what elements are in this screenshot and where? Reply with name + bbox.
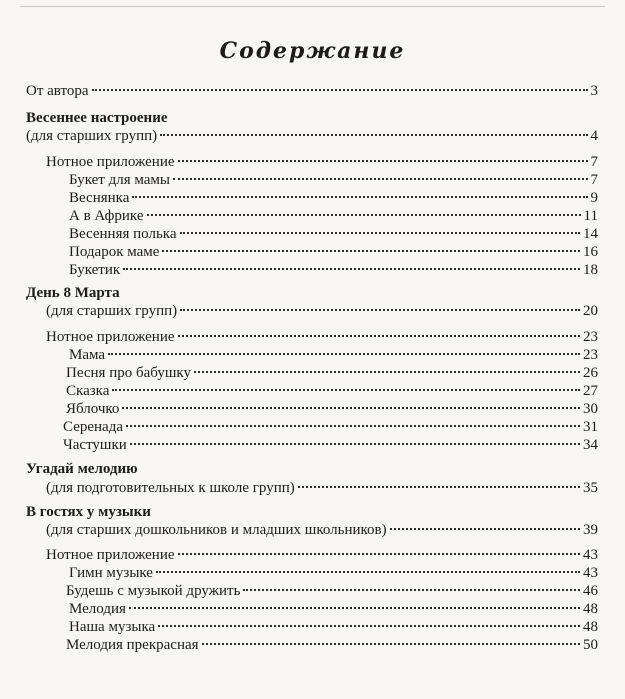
toc-entry <box>66 400 598 418</box>
toc-entry <box>69 225 598 243</box>
toc-entry <box>63 436 598 454</box>
section-heading: Весеннее настроение <box>26 110 168 126</box>
leader-dots <box>160 134 587 136</box>
toc-entry-label: Будешь с музыкой дружить <box>66 583 241 599</box>
toc-entry <box>46 521 598 539</box>
toc-entry-label: Мама <box>69 347 106 363</box>
toc-entry <box>63 418 598 436</box>
toc-entry <box>46 328 598 346</box>
toc-entry-label: Нотное приложение <box>46 154 175 170</box>
toc-entry-label: Веснянка <box>69 190 130 206</box>
toc-entry-label: Мелодия <box>69 601 126 617</box>
leader-dots <box>92 89 588 91</box>
leader-dots <box>130 443 580 445</box>
leader-dots <box>147 214 581 216</box>
toc-entry-page: 11 <box>583 208 598 224</box>
toc-entry <box>46 546 598 564</box>
toc-entry <box>69 564 598 582</box>
toc-entry-page: 43 <box>583 547 598 563</box>
toc-entry-page: 34 <box>583 437 598 453</box>
toc-entry-label: Песня про бабушку <box>66 365 191 381</box>
toc-entry-page: 26 <box>583 365 598 381</box>
toc-entry-label: Весенняя полька <box>69 226 177 242</box>
leader-dots <box>162 250 580 252</box>
toc-entry <box>69 189 598 207</box>
toc-entry-page: 46 <box>583 583 598 599</box>
section-heading: В гостях у музыки <box>26 504 151 520</box>
leader-dots <box>202 643 580 645</box>
toc-entry-label: Яблочко <box>66 401 120 417</box>
toc-entry-label: (для старших групп) <box>46 303 178 319</box>
toc-entry <box>69 261 598 279</box>
toc-entry-label: А в Африке <box>69 208 144 224</box>
toc-entry <box>46 479 598 497</box>
leader-dots <box>173 178 587 180</box>
toc-entry-page: 31 <box>583 419 598 435</box>
toc-entry <box>26 127 598 145</box>
toc-entry-page: 30 <box>583 401 598 417</box>
top-rule <box>20 6 605 7</box>
toc-entry-label: (для старших дошкольников и младших школьников) <box>46 522 387 538</box>
leader-dots <box>178 553 580 555</box>
toc-entry-page: 39 <box>583 522 598 538</box>
toc-entry-label: Букетик <box>69 262 121 278</box>
leader-dots <box>156 571 580 573</box>
toc-entry-page: 48 <box>583 601 598 617</box>
toc-entry-label: Букет для мамы <box>69 172 171 188</box>
toc-entry-label: Нотное приложение <box>46 547 175 563</box>
toc-entry-page: 7 <box>590 172 598 188</box>
toc-entry-label: Наша музыка <box>69 619 156 635</box>
toc-entry-label: (для старших групп) <box>26 128 158 144</box>
toc-entry-page: 9 <box>590 190 598 206</box>
leader-dots <box>112 389 580 391</box>
toc-entry <box>69 618 598 636</box>
leader-dots <box>108 353 580 355</box>
leader-dots <box>158 625 580 627</box>
toc-entry-label: Подарок маме <box>69 244 160 260</box>
section-heading: Угадай мелодию <box>26 461 138 477</box>
toc-entry-label: Серенада <box>63 419 123 435</box>
section-heading: День 8 Марта <box>26 285 120 301</box>
toc-entry <box>69 243 598 261</box>
toc-entry-page: 48 <box>583 619 598 635</box>
toc-entry-label: Мелодия прекрасная <box>66 637 199 653</box>
toc-entry <box>69 171 598 189</box>
leader-dots <box>298 486 580 488</box>
leader-dots <box>180 309 580 311</box>
toc-entry <box>66 382 598 400</box>
leader-dots <box>123 268 580 270</box>
leader-dots <box>122 407 580 409</box>
toc-entry-label: Гимн музыке <box>69 565 153 581</box>
toc-entry-label: Частушки <box>63 437 127 453</box>
toc-entry-label: Нотное приложение <box>46 329 175 345</box>
leader-dots <box>178 335 580 337</box>
toc-entry-page: 27 <box>583 383 598 399</box>
toc-entry-page: 20 <box>583 303 598 319</box>
page-title: Содержание <box>219 38 406 64</box>
toc-entry <box>46 153 598 171</box>
toc-entry-page: 43 <box>583 565 598 581</box>
toc-entry <box>69 207 598 225</box>
leader-dots <box>126 425 580 427</box>
toc-entry-page: 23 <box>583 347 598 363</box>
toc-entry-page: 4 <box>590 128 598 144</box>
toc-entry-page: 35 <box>583 480 598 496</box>
toc-entry-label: От автора <box>26 83 89 99</box>
toc-entry <box>69 346 598 364</box>
toc-entry-page: 7 <box>590 154 598 170</box>
toc-entry <box>46 302 598 320</box>
leader-dots <box>129 607 580 609</box>
toc-entry-label: Сказка <box>66 383 110 399</box>
leader-dots <box>390 528 580 530</box>
toc-entry <box>69 600 598 618</box>
toc-entry-page: 16 <box>583 244 598 260</box>
leader-dots <box>132 196 587 198</box>
leader-dots <box>178 160 588 162</box>
toc-entry-page: 14 <box>583 226 598 242</box>
leader-dots <box>194 371 580 373</box>
toc-entry-page: 3 <box>590 83 598 99</box>
leader-dots <box>243 589 580 591</box>
toc-entry <box>66 364 598 382</box>
toc-entry <box>66 582 598 600</box>
toc-entry-label: (для подготовительных к школе групп) <box>46 480 295 496</box>
toc-entry <box>66 636 598 654</box>
toc-entry-page: 50 <box>583 637 598 653</box>
toc-entry-page: 23 <box>583 329 598 345</box>
toc-entry <box>26 82 598 100</box>
leader-dots <box>180 232 580 234</box>
toc-entry-page: 18 <box>583 262 598 278</box>
